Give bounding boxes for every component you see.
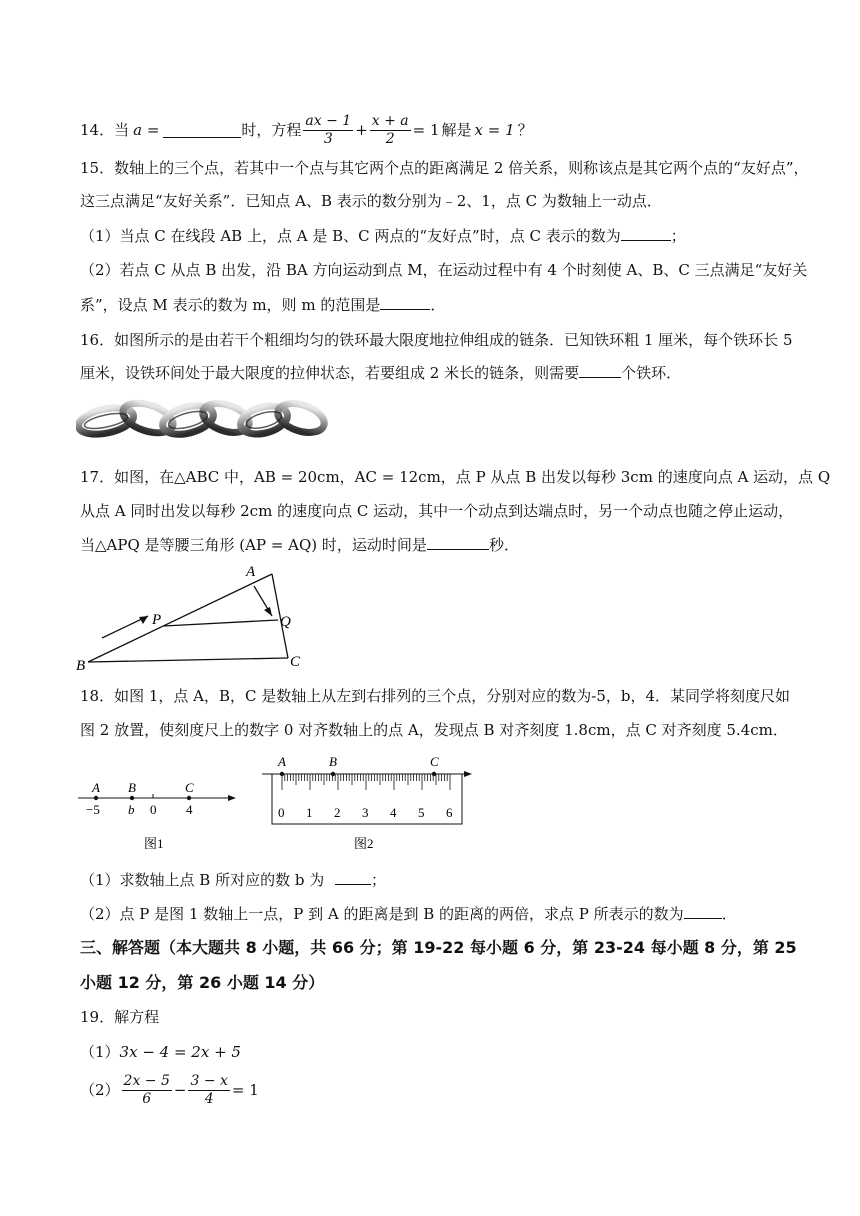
q19-equation-1: 3x − 4 = 2x + 5	[119, 1043, 241, 1061]
fig2-label-C: C	[430, 754, 439, 769]
label-C: C	[290, 654, 301, 670]
q14-fraction-1: $\frac{ax - 1}{3}$	[305, 112, 352, 147]
q19-part-1: （1）3x − 4 = 2x + 5	[80, 1043, 241, 1061]
segment-PQ	[164, 620, 278, 626]
chain-image	[76, 396, 334, 442]
triangle-figure	[76, 562, 316, 674]
ruler-number: 4	[390, 805, 397, 820]
q19-part-2: （2） $\frac{2x - 5}{6}$ − $\frac{3 - x}{4}$ = 1	[80, 1072, 259, 1107]
q18-part-2: （2）点 P 是图 1 数轴上一点，P 到 A 的距离是到 B 的距离的两倍，求点 P 所表示的数为 ．	[80, 905, 737, 923]
ruler-number: 3	[362, 805, 369, 820]
fig2-caption: 图2	[354, 836, 374, 851]
q14-answer-blank[interactable]	[163, 123, 241, 138]
q18-line-1: 18．如图 1，点 A，B，C 是数轴上从左到右排列的三个点，分别对应的数为-5，b，4．某同学将刻度尺如	[80, 687, 791, 705]
q15-line-1: 15．数轴上的三个点，若其中一个点与其它两个点的距离满足 2 倍关系，则称该点是其它两个点的“友好点”，	[80, 159, 809, 177]
q19-fraction-1: $\frac{2x - 5}{6}$	[123, 1072, 170, 1107]
chain-links	[76, 398, 328, 440]
figure-1-number-line	[76, 776, 246, 852]
q16-answer-blank[interactable]	[579, 363, 621, 378]
q17-line-3: 当△APQ 是等腰三角形 (AP = AQ) 时，运动时间是 秒．	[80, 536, 519, 554]
q17-line-1: 17．如图，在△ABC 中，AB = 20cm，AC = 12cm，点 P 从点 B 出发以每秒 3cm 的速度向点 A 运动，点 Q	[80, 468, 831, 486]
fig1-label-A: A	[92, 780, 100, 795]
label-Q: Q	[280, 614, 291, 630]
q18-part2-blank[interactable]	[684, 904, 722, 919]
q14-var-a: a =	[133, 121, 160, 139]
q18-line-2: 图 2 放置，使刻度尺上的数字 0 对齐数轴上的点 A，发现点 B 对齐刻度 1.8cm，点 C 对齐刻度 5.4cm．	[80, 721, 788, 739]
q15-part-2-line-1: （2）若点 C 从点 B 出发，沿 BA 方向运动到点 M，在运动过程中有 4 个时刻使 A、B、C 三点满足“友好关	[80, 261, 808, 279]
label-P: P	[152, 612, 162, 628]
q14-fraction-2: $\frac{x + a}{2}$	[371, 112, 409, 147]
fig1-value-0: 0	[150, 802, 157, 817]
q17-answer-blank[interactable]	[427, 535, 489, 550]
label-A: A	[246, 564, 256, 580]
section-3-heading-line-1: 三、解答题（本大题共 8 小题，共 66 分；第 19-22 每小题 6 分，第 23-24 每小题 8 分，第 25	[80, 938, 797, 957]
ruler-numbers	[278, 805, 453, 820]
ruler-number: 5	[418, 805, 425, 820]
fig2-label-B: B	[329, 754, 337, 769]
ruler-number: 1	[306, 805, 313, 820]
q15-part-2-line-2: 系”，设点 M 表示的数为 m，则 m 的范围是 ．	[80, 296, 446, 314]
question-14: 14． 当 a = 时，方程 $\frac{ax - 1}{3}$ + $\frac{x + a}{2}$ = 1 解是 x = 1 ？	[80, 112, 533, 147]
q15-line-2: 这三点满足“友好关系”．已知点 A、B 表示的数分别为﹣2、1，点 C 为数轴上一动点．	[80, 192, 662, 210]
side-BC	[88, 658, 288, 662]
fig1-caption: 图1	[144, 836, 164, 851]
q18-part-1: （1）求数轴上点 B 所对应的数 b 为 ；	[80, 871, 387, 889]
ruler-minor-ticks	[282, 774, 450, 790]
q19-fraction-2: $\frac{3 - x}{4}$	[190, 1072, 228, 1107]
fig2-label-A: A	[278, 754, 286, 769]
ruler-number: 0	[278, 805, 285, 820]
q14-solution: x = 1	[474, 121, 515, 139]
q16-line-2: 厘米，设铁环间处于最大限度的拉伸状态，若要组成 2 米长的链条，则需要 个铁环．	[80, 364, 682, 382]
q19-title: 19．解方程	[80, 1008, 160, 1026]
q15-part2-blank[interactable]	[380, 295, 430, 310]
fig1-value-C: 4	[186, 802, 193, 817]
fig1-value-B: b	[128, 802, 135, 817]
q14-text-1: 当	[114, 121, 130, 139]
ruler-number: 2	[334, 805, 341, 820]
q16-line-1: 16．如图所示的是由若干个粗细均匀的铁环最大限度地拉伸组成的链条．已知铁环粗 1 厘米，每个铁环长 5	[80, 331, 793, 349]
q14-number: 14．	[80, 121, 115, 139]
q15-part1-blank[interactable]	[621, 226, 671, 241]
section-3-heading-line-2: 小题 12 分，第 26 小题 14 分）	[80, 973, 325, 992]
fig1-value-A: −5	[86, 802, 100, 817]
q15-part-1: （1）当点 C 在线段 AB 上，点 A 是 B、C 两点的“友好点”时，点 C 表示的数为 ；	[80, 227, 686, 245]
label-B: B	[76, 658, 86, 674]
fig1-label-C: C	[185, 780, 194, 795]
ruler-number: 6	[446, 805, 453, 820]
q14-text-2: 时，方程	[241, 121, 302, 139]
figure-2-ruler	[262, 754, 478, 854]
side-BA	[88, 574, 272, 662]
q18-part1-blank[interactable]	[335, 870, 371, 885]
fig1-label-B: B	[128, 780, 136, 795]
q17-line-2: 从点 A 同时出发以每秒 2cm 的速度向点 C 运动，其中一个动点到达端点时，另一个动点也随之停止运动，	[80, 502, 794, 520]
